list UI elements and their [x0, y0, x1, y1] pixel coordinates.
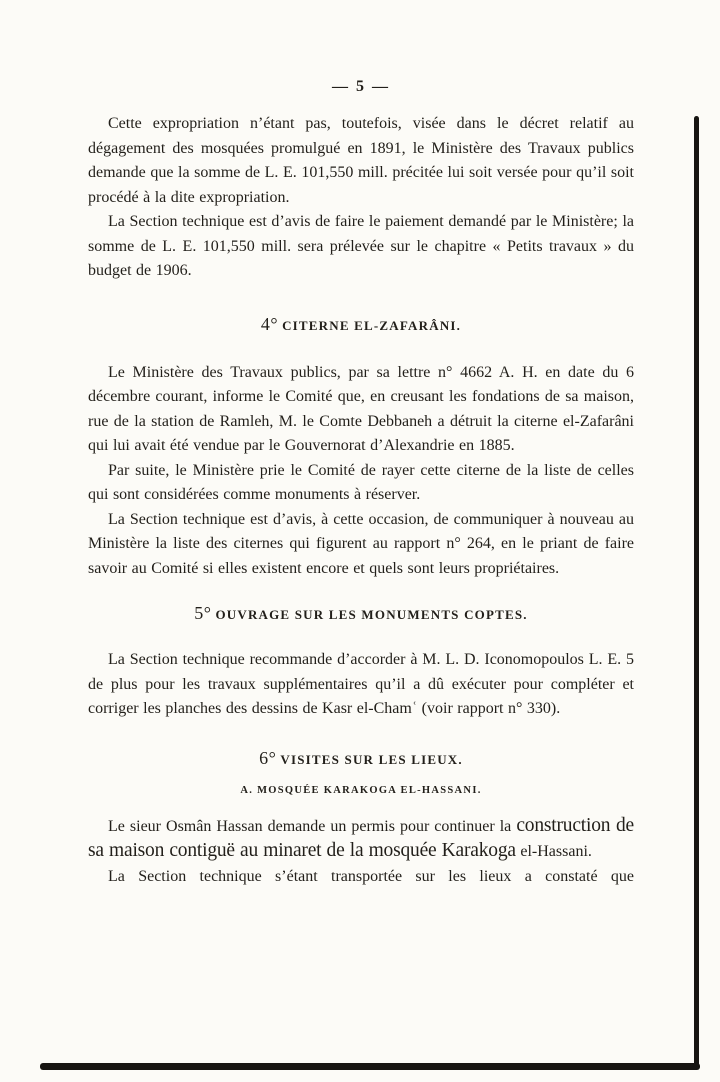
subsection-heading-mosquee-karakoga: A. MOSQUÉE KARAKOGA EL-HASSANI. [240, 784, 482, 796]
section-number: 4° [260, 313, 279, 334]
scan-edge-bottom-line [40, 1063, 700, 1070]
paragraph-liste-citernes: La Section technique est d’avis, à cette occasion, de communiquer à nouveau au Ministère la liste des citernes qui figurent au rapport n° 264, en le priant de faire savoir au Comité si elles existent encore et quels sont leurs propriétaires. [88, 510, 634, 577]
section-title: VISITES SUR LES LIEUX. [280, 751, 463, 767]
section-number: 6° [259, 747, 277, 768]
paragraph-expropriation: Cette expropriation n’étant pas, toutefois, visée dans le décret relatif au dégagement des mosquées promulgué en 1891, le Ministère des Travaux publics demande que la somme de L. E. 101,550 mill. précitée lui soit versée pour qu’il soit procédé à la dite expropriation. [88, 115, 634, 206]
section-heading-visites [88, 748, 634, 769]
paragraph-osman-hassan-part1: Le sieur Osmân Hassan demande un permis pour continuer la [108, 817, 512, 835]
paragraph-lettre-ministere: Le Ministère des Travaux publics, par sa lettre n° 4662 A. H. en date du 6 décembre courant, informe le Comité que, en creusant les fondations de sa maison, rue de la station de Ramleh, M. le Comte Debbaneh a détruit la citerne el-Zafarâni qui lui avait été vendue par le Gouvernorat d’Alexandrie en 1885. [88, 363, 634, 454]
paragraph-iconomopoulos: La Section technique recommande d’accorder à M. L. D. Iconomopoulos L. E. 5 de plus pour les travaux supplémentaires qu’il a dû exécuter pour compléter et corriger les planches des dessins de Kasr el-Chamʿ (voir rapport n° 330). [88, 651, 634, 717]
paragraph-section-avis-paiement: La Section technique est d’avis de faire le paiement demandé par le Ministère; la somme de L. E. 101,550 mill. sera prélevée sur le chapitre « Petits travaux » du budget de 1906. [88, 213, 634, 279]
section-heading-monuments-coptes [88, 603, 634, 624]
scan-edge-right-line [694, 116, 699, 1069]
paragraph-rayer-citerne: Par suite, le Ministère prie le Comité de rayer cette citerne de la liste de celles qui sont considérées comme monuments à réserver. [88, 461, 634, 503]
paragraph-osman-hassan-part2: construction de sa maison contiguë au minaret de la mosquée Karakoga [88, 814, 635, 861]
paragraph-section-transportee: La Section technique s’étant transportée sur les lieux a constaté que [108, 867, 634, 885]
page-number: — 5 — [332, 78, 390, 95]
section-heading-citerne [88, 314, 634, 335]
paragraph-osman-hassan-part3: el-Hassani. [520, 843, 592, 860]
section-number: 5° [194, 603, 212, 623]
text-block [88, 78, 634, 889]
paragraph-osman-hassan [88, 814, 634, 865]
section-title: OUVRAGE SUR LES MONUMENTS COPTES. [215, 607, 528, 622]
section-title: CITERNE EL-ZAFARÂNI. [282, 317, 462, 333]
